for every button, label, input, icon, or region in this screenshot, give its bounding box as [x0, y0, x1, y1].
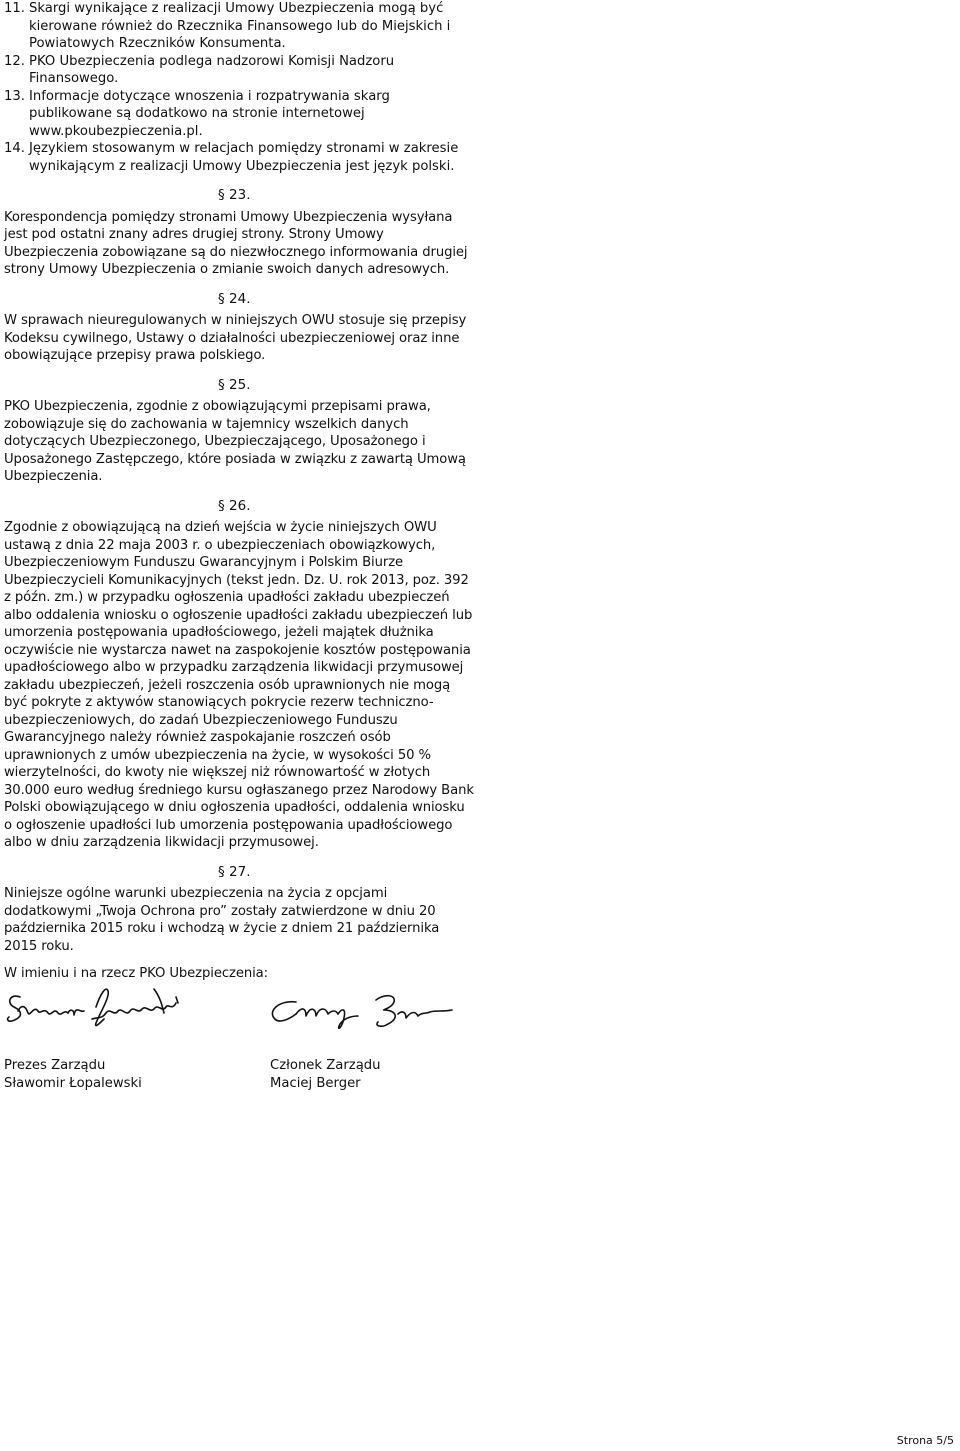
signer-left — [4, 1057, 142, 1092]
signature-image — [4, 983, 182, 1041]
item-number: 14. — [4, 141, 25, 156]
section-heading: § 25. — [218, 376, 251, 393]
item-text: Skargi wynikające z realizacji Umowy Ubezpieczenia mogą być kierowane również do Rzecznika Finansowego lub do Miejskich i Powiatowych Rzeczników Konsumenta. — [29, 1, 451, 51]
item-text: PKO Ubezpieczenia podlega nadzorowi Komisji Nadzoru Finansowego. — [29, 53, 395, 86]
list-item — [4, 53, 474, 88]
signer-role: Prezes Zarządu — [4, 1058, 106, 1073]
section-heading: § 24. — [218, 290, 251, 307]
section-24 — [4, 291, 474, 365]
section-text: Zgodnie z obowiązującą na dzień wejścia w życie niniejszych OWU ustawą z dnia 22 maja 2003 r. o ubezpieczeniach obowiązkowych, Ubezpieczeniowym Funduszu Gwarancyjnym i Polskim Biurze Ubezpieczycieli Komunikacyjnych (tekst jedn. Dz. U. rok 2013, poz. 392 z późn. zm.) w przypadku ogłoszenia upadłości zakładu ubezpieczeń albo oddalenia wniosku o ogłoszenie upadłości zakładu ubezpieczeń lub umorzenia postępowania upadłościowego, jeżeli majątek dłużnika oczywiście nie wystarcza nawet na zaspokojenie kosztów postępowania upadłościowego albo w przypadku zarządzenia likwidacji przymusowej zakładu ubezpieczeń, jeżeli roszczenia osób uprawnionych nie mogą być pokryte z aktywów stanowiących pokrycie rezerw techniczno-ubezpieczeniowych, do zadań Ubezpieczeniowego Funduszu Gwarancyjnego należy również zaspokajanie roszczeń osób uprawnionych z umów ubezpieczenia na życie, w wysokości 50 % wierzytelności, do kwoty nie większej niż równowartość w złotych 30.000 euro według średniego kursu ogłaszanego przez Narodowy Bank Polski obowiązującego w dniu ogłoszenia upadłości, oddalenia wniosku o ogłoszenie upadłości lub umorzenia postępowania upadłościowego albo w dniu zarządzenia likwidacji przymusowej. — [4, 520, 474, 850]
section-text: Niniejsze ogólne warunki ubezpieczenia na życia z opcjami dodatkowymi „Twoja Ochrona pro” zostały zatwierdzone w dniu 20 października 2015 roku i wchodzą w życie z dniem 21 października 2015 roku. — [4, 886, 440, 954]
section-text: PKO Ubezpieczenia, zgodnie z obowiązującymi przepisami prawa, zobowiązuje się do zachowania w tajemnicy wszelkich danych dotyczących Ubezpieczonego, Ubezpieczającego, Uposażonego i Uposażonego Zastępczego, które posiada w związku z zawartą Umową Ubezpieczenia. — [4, 399, 466, 484]
section-heading: § 23. — [218, 187, 251, 203]
section-text: Korespondencja pomiędzy stronami Umowy Ubezpieczenia wysyłana jest pod ostatni znany adres drugiej strony. Strony Umowy Ubezpieczenia zobowiązane są do niezwłocznego informowania drugiej strony Umowy Ubezpieczenia o zmianie swoich danych adresowych. — [4, 209, 468, 277]
item-number: 13. — [4, 88, 25, 104]
list-item — [4, 88, 474, 141]
section-26 — [4, 498, 474, 852]
signature-image — [266, 988, 454, 1038]
item-number: 12. — [4, 53, 25, 69]
section-heading: § 26. — [218, 497, 251, 514]
section-text: W sprawach nieuregulowanych w niniejszych OWU stosuje się przepisy Kodeksu cywilnego, Ustawy o działalności ubezpieczeniowej oraz inne obowiązujące przepisy prawa polskiego. — [4, 313, 467, 363]
section-27 — [4, 864, 474, 956]
item-text: Językiem stosowanym w relacjach pomiędzy stronami w zakresie wynikającym z realizacji Umowy Ubezpieczenia jest język polski. — [29, 141, 459, 174]
section-23 — [4, 187, 474, 279]
list-item — [4, 140, 474, 175]
signer-name: Maciej Berger — [270, 1075, 361, 1091]
item-number: 11. — [4, 1, 25, 16]
item-text: Informacje dotyczące wnoszenia i rozpatrywania skarg publikowane są dodatkowo na stronie internetowej www.pkoubezpieczenia.pl. — [29, 88, 390, 139]
numbered-list — [4, 0, 474, 175]
document-body — [4, 0, 474, 983]
list-item — [4, 0, 474, 53]
section-25 — [4, 377, 474, 486]
on-behalf-statement: W imieniu i na rzecz PKO Ubezpieczenia: — [4, 966, 268, 981]
page-number: Strona 5/5 — [896, 1434, 954, 1447]
signer-role: Członek Zarządu — [270, 1058, 381, 1073]
signer-name: Sławomir Łopalewski — [4, 1075, 142, 1091]
section-heading: § 27. — [218, 863, 251, 880]
signer-right — [270, 1057, 381, 1092]
